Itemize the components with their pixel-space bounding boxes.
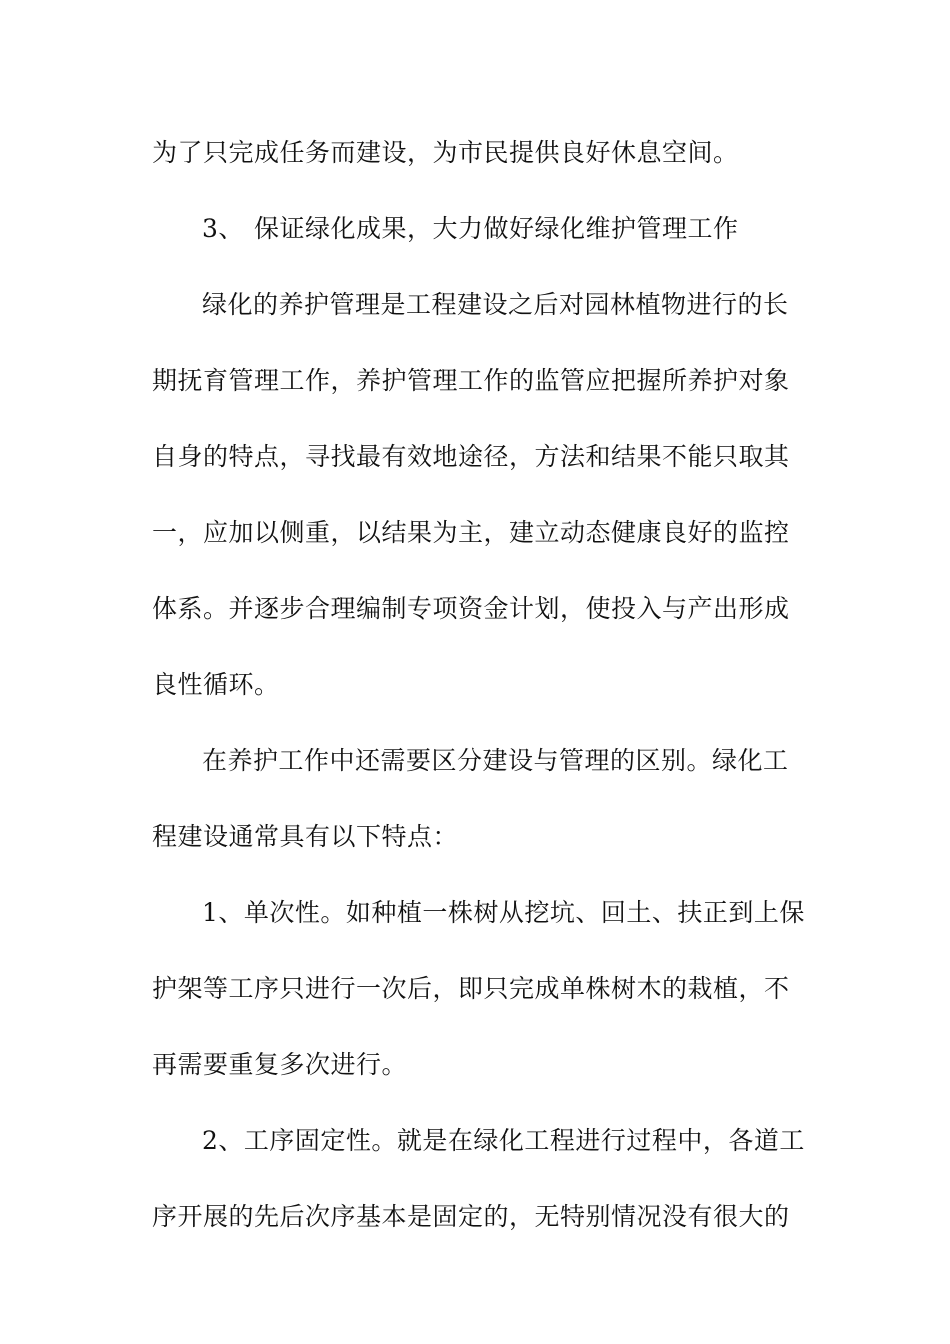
text-line: 程建设通常具有以下特点： bbox=[152, 822, 459, 851]
text-line: 序开展的先后次序基本是固定的，无特别情况没有很大的 bbox=[152, 1202, 790, 1231]
text-line: 绿化的养护管理是工程建设之后对园林植物进行的长 bbox=[202, 290, 789, 319]
text-line: 2、工序固定性。就是在绿化工程进行过程中，各道工 bbox=[202, 1126, 805, 1155]
text-line: 一，应加以侧重，以结果为主，建立动态健康良好的监控 bbox=[152, 518, 790, 547]
text-line: 护架等工序只进行一次后，即只完成单株树木的栽植，不 bbox=[152, 974, 790, 1003]
text-line: 为了只完成任务而建设，为市民提供良好休息空间。 bbox=[152, 138, 739, 167]
section-number: 3、 bbox=[202, 214, 244, 243]
document-body bbox=[152, 128, 812, 1268]
section-title: 保证绿化成果，大力做好绿化维护管理工作 bbox=[254, 214, 739, 243]
text-line: 良性循环。 bbox=[152, 670, 280, 699]
text-line: 体系。并逐步合理编制专项资金计划，使投入与产出形成 bbox=[152, 594, 790, 623]
text-line: 再需要重复多次进行。 bbox=[152, 1050, 408, 1079]
text-line: 在养护工作中还需要区分建设与管理的区别。绿化工 bbox=[202, 746, 789, 775]
section-heading bbox=[152, 204, 812, 254]
text-line: 期抚育管理工作，养护管理工作的监管应把握所养护对象 bbox=[152, 366, 790, 395]
text-line: 1、单次性。如种植一株树从挖坑、回土、扶正到上保 bbox=[202, 898, 805, 927]
text-line: 自身的特点，寻找最有效地途径，方法和结果不能只取其 bbox=[152, 442, 790, 471]
